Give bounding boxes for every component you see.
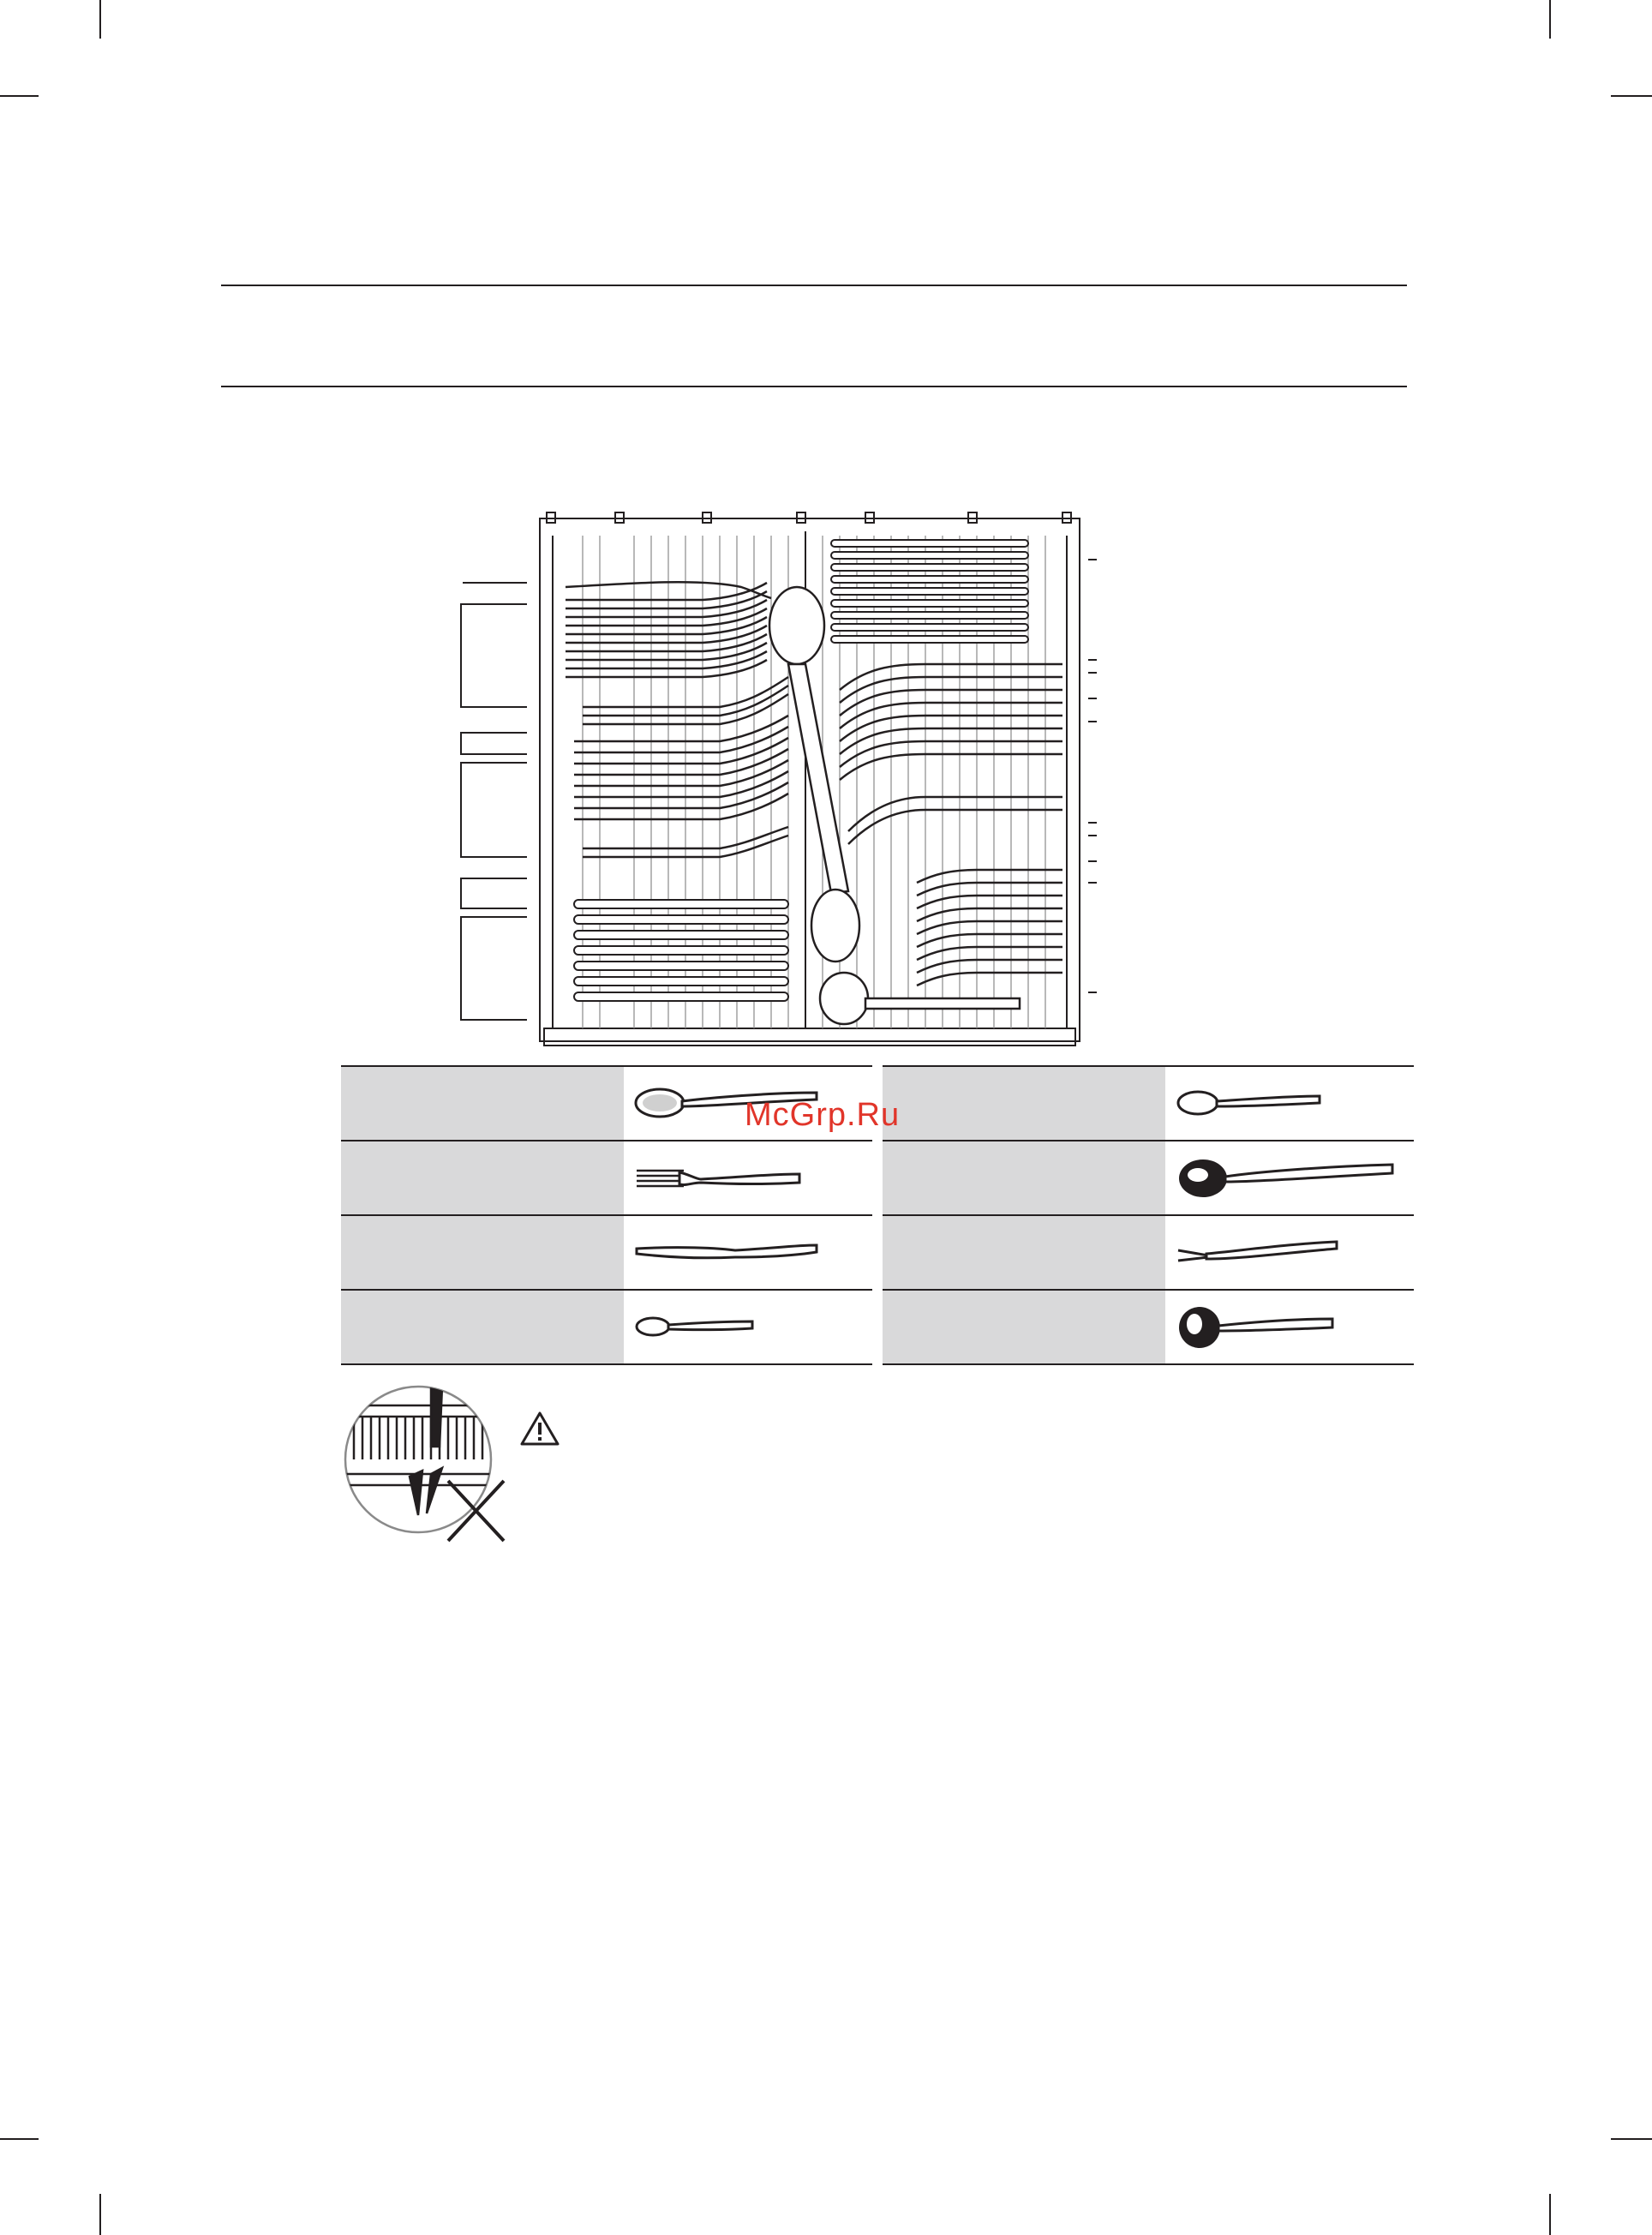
fork-icon [624,1141,872,1215]
coffee-spoon-icon [624,1290,872,1364]
cutlery-label [341,1141,624,1215]
section-header [221,300,1407,377]
table-row [883,1066,1414,1141]
crop-mark [99,0,101,39]
table-row [341,1215,872,1290]
serving-spoon-icon [1165,1141,1414,1215]
cutlery-label [883,1290,1165,1364]
cutlery-label [883,1066,1165,1141]
cutlery-label [341,1290,624,1364]
header-rule-bottom [221,386,1407,387]
table-row [341,1141,872,1215]
header-rule-top [221,285,1407,286]
serving-fork-icon [1165,1215,1414,1290]
cutlery-label [883,1215,1165,1290]
table-row [883,1215,1414,1290]
crop-mark [0,2138,39,2140]
crop-mark [99,2194,101,2235]
knife-placement-warning-icon [341,1378,564,1549]
ladle-icon [1165,1290,1414,1364]
watermark: McGrp.Ru [745,1097,901,1133]
dessert-spoon-icon [1165,1066,1414,1141]
crop-mark [0,95,39,97]
cutlery-label [883,1141,1165,1215]
cutlery-label [341,1215,624,1290]
knife-icon [624,1215,872,1290]
crop-mark [1549,2194,1551,2235]
cutlery-table-right [883,1065,1414,1365]
table-row [883,1290,1414,1364]
warning-triangle-icon [519,1411,560,1447]
table-row [341,1290,872,1364]
crop-mark [1611,95,1652,97]
table-row [883,1141,1414,1215]
crop-mark [1549,0,1551,39]
cutlery-label [341,1066,624,1141]
crop-mark [1611,2138,1652,2140]
cutlery-rack-icon [446,497,1097,1063]
